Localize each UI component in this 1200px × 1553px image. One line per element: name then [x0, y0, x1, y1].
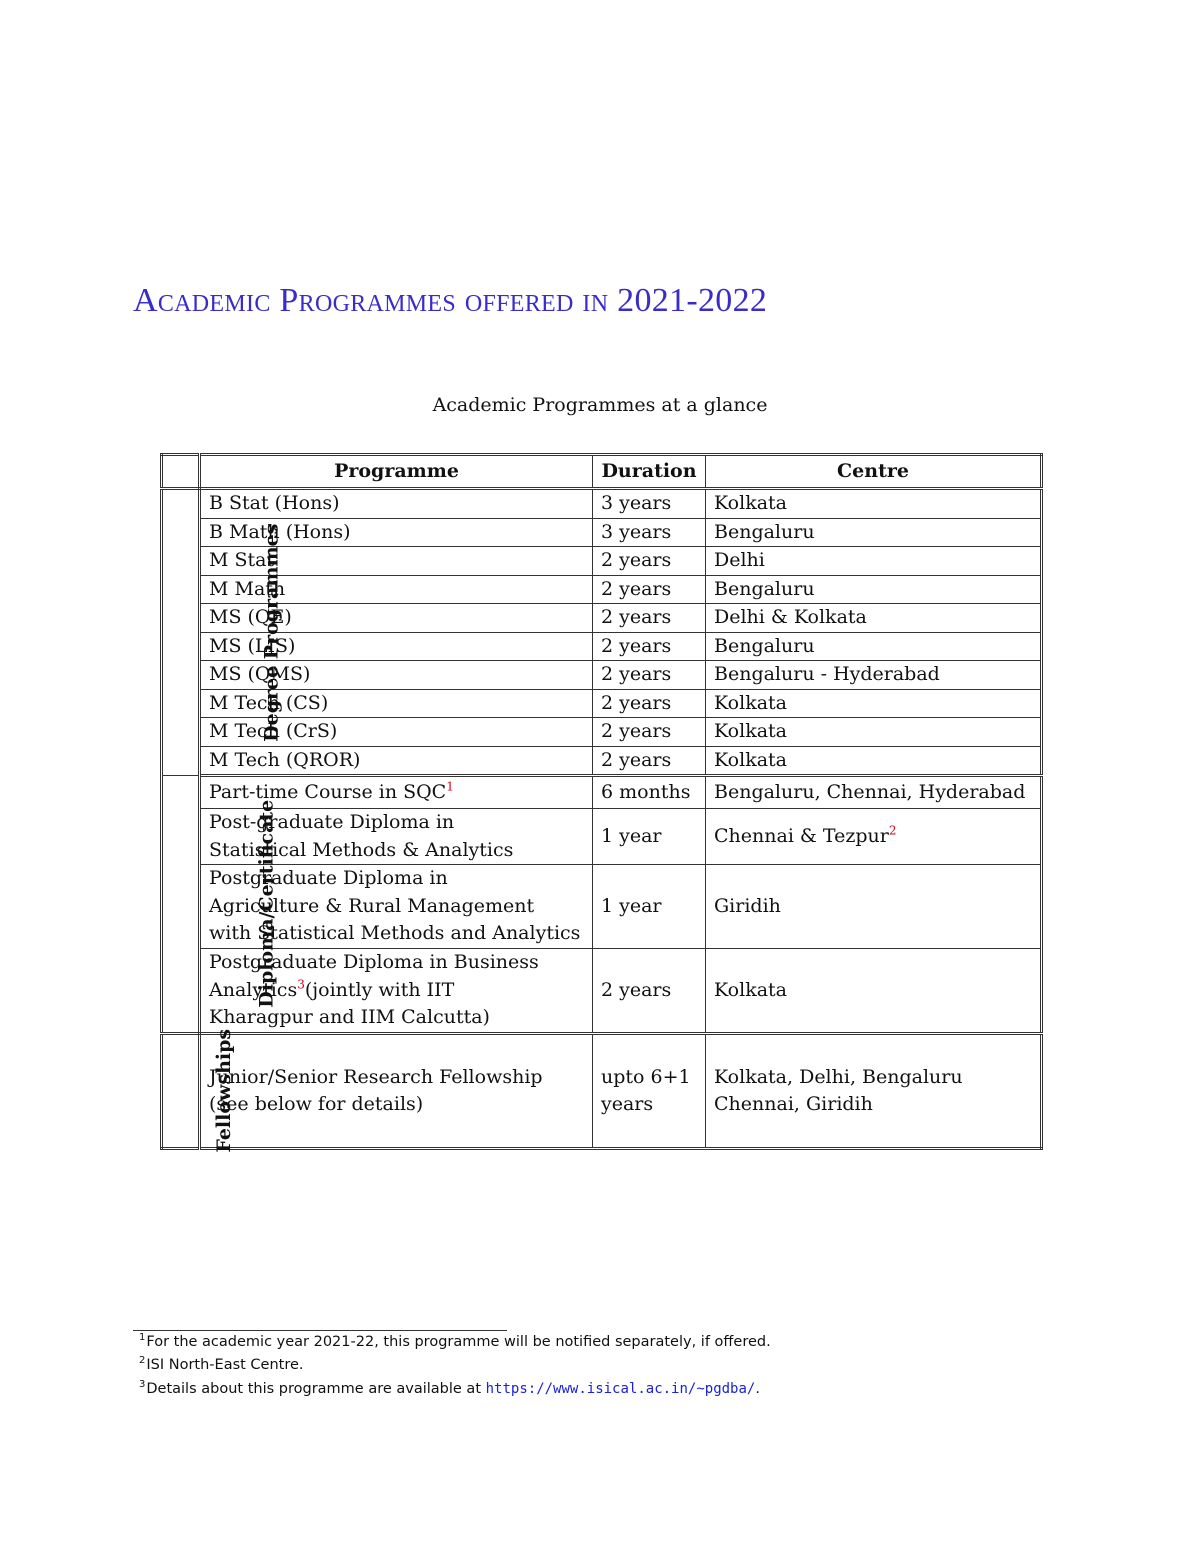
table-row	[162, 776, 1042, 809]
programme-cell: M Stat	[200, 547, 593, 576]
programme-line: Statistical Methods & Analytics	[209, 838, 514, 861]
programme-cell: B Math (Hons)	[200, 518, 593, 547]
group-label-fellowships	[162, 1029, 236, 1153]
footnote-1	[139, 1332, 771, 1350]
centre-cell: Kolkata	[706, 746, 1042, 776]
footnote-3	[139, 1379, 760, 1397]
table-row	[162, 661, 1042, 690]
table-header-row	[162, 455, 1042, 489]
duration-cell: 1 year	[593, 865, 706, 949]
programmes-table	[160, 453, 1043, 1153]
duration-cell: 2 years	[593, 661, 706, 690]
programme-line: Kharagpur and IIM Calcutta)	[209, 1006, 490, 1029]
table-row	[162, 547, 1042, 576]
programme-cell: MS (LIS)	[200, 632, 593, 661]
footnote-number: 3	[139, 1379, 146, 1391]
duration-cell: 2 years	[593, 575, 706, 604]
header-programme: Programme	[200, 455, 593, 489]
table-row	[162, 489, 1042, 519]
footnote-marker[interactable]: 2	[888, 823, 897, 838]
duration-cell: 6 months	[593, 776, 706, 809]
duration-cell	[593, 1034, 706, 1149]
programme-line: (jointly with IIT	[304, 978, 455, 1001]
page-title: Academic Programmes offered in 2021-2022	[133, 282, 768, 319]
centre-cell: Delhi & Kolkata	[706, 604, 1042, 633]
duration-cell: 2 years	[593, 746, 706, 776]
footnote-number: 1	[139, 1332, 146, 1344]
table-row	[162, 632, 1042, 661]
table-row	[162, 518, 1042, 547]
header-centre: Centre	[706, 455, 1042, 489]
centre-cell: Delhi	[706, 547, 1042, 576]
header-duration: Duration	[593, 455, 706, 489]
footnote-number: 2	[139, 1355, 146, 1367]
footnote-text-end: .	[755, 1381, 760, 1397]
duration-cell: 2 years	[593, 689, 706, 718]
table-row	[162, 689, 1042, 718]
footnote-marker[interactable]: 1	[446, 779, 454, 794]
programme-line: Junior/Senior Research Fellowship	[209, 1065, 543, 1088]
footnote-marker[interactable]: 3	[297, 977, 305, 992]
footnote-divider	[133, 1330, 507, 1331]
centre-cell: Bengaluru - Hyderabad	[706, 661, 1042, 690]
duration-cell: 3 years	[593, 489, 706, 519]
programme-cell: B Stat (Hons)	[200, 489, 593, 519]
centre-cell: Bengaluru	[706, 632, 1042, 661]
table-caption: Academic Programmes at a glance	[432, 394, 768, 416]
group-label-degree-text: Degree Programmes	[260, 523, 283, 742]
duration-cell: 2 years	[593, 718, 706, 747]
header-corner-cell	[162, 455, 200, 489]
programme-cell	[200, 1034, 593, 1149]
table-row	[162, 1034, 1042, 1149]
centre-cell: Bengaluru	[706, 518, 1042, 547]
pgdba-link[interactable]: https://www.isical.ac.in/~pgdba/	[485, 1381, 756, 1397]
centre-text: Chennai & Tezpur	[714, 824, 889, 847]
centre-cell	[706, 1034, 1042, 1149]
programme-cell: M Tech (CS)	[200, 689, 593, 718]
duration-line: upto 6+1	[601, 1065, 691, 1088]
programme-line: Postgraduate Diploma in Business	[209, 951, 539, 974]
centre-line: Kolkata, Delhi, Bengaluru	[714, 1065, 963, 1088]
programme-cell: M Tech (QROR)	[200, 746, 593, 776]
centre-cell: Kolkata	[706, 689, 1042, 718]
programme-cell: MS (QE)	[200, 604, 593, 633]
programme-cell: M Math	[200, 575, 593, 604]
programme-line: Analytics	[209, 978, 298, 1001]
table-row	[162, 718, 1042, 747]
duration-cell: 2 years	[593, 604, 706, 633]
table-row	[162, 949, 1042, 1034]
duration-cell: 2 years	[593, 949, 706, 1034]
programme-line: (see below for details)	[209, 1093, 424, 1115]
programme-line: Postgraduate Diploma in	[209, 867, 448, 890]
programme-line: Post-graduate Diploma in	[209, 811, 455, 833]
centre-cell	[706, 809, 1042, 865]
centre-cell: Bengaluru, Chennai, Hyderabad	[706, 776, 1042, 809]
group-label-diploma-text: Diploma/Certificate	[255, 800, 278, 1008]
centre-cell: Kolkata	[706, 949, 1042, 1034]
footnote-text: ISI North-East Centre.	[146, 1357, 304, 1373]
table-row	[162, 575, 1042, 604]
duration-line: years	[601, 1093, 654, 1115]
programme-cell: M Tech (CrS)	[200, 718, 593, 747]
duration-cell: 2 years	[593, 547, 706, 576]
table-row	[162, 746, 1042, 776]
duration-cell: 3 years	[593, 518, 706, 547]
footnote-2	[139, 1355, 304, 1373]
table-row	[162, 865, 1042, 949]
centre-cell: Kolkata	[706, 718, 1042, 747]
programme-cell: MS (QMS)	[200, 661, 593, 690]
programme-line: Agriculture & Rural Management	[209, 894, 535, 917]
group-label-fellowships-text: Fellowships	[213, 1029, 236, 1153]
footnote-text: Details about this programme are available at	[146, 1381, 486, 1397]
footnote-text: For the academic year 2021-22, this programme will be notified separately, if offered.	[146, 1334, 771, 1350]
programme-line: with Statistical Methods and Analytics	[209, 922, 581, 945]
programme-text: Part-time Course in SQC	[209, 780, 447, 803]
duration-cell: 2 years	[593, 632, 706, 661]
table-row	[162, 604, 1042, 633]
table-row	[162, 809, 1042, 865]
centre-line: Chennai, Giridih	[714, 1093, 873, 1115]
centre-cell: Giridih	[706, 865, 1042, 949]
centre-cell: Kolkata	[706, 489, 1042, 519]
centre-cell: Bengaluru	[706, 575, 1042, 604]
duration-cell: 1 year	[593, 809, 706, 865]
